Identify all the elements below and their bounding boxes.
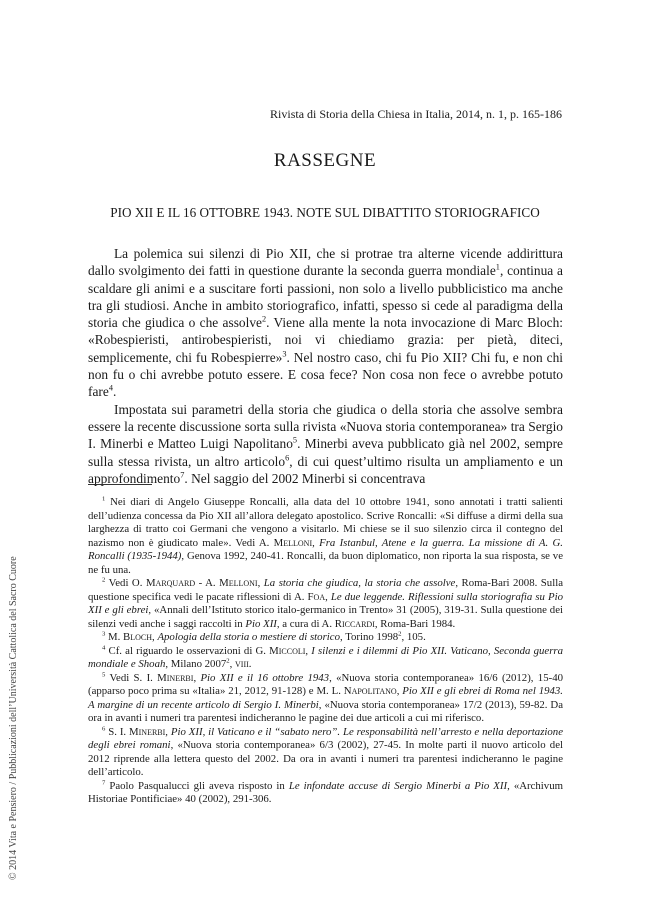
section-title: RASSEGNE (273, 150, 377, 171)
body-paragraph-2: Impostata sui parametri della storia che giudica o della storia che assolve sembra essere la recente discussione sorta sulla rivista «Nuova storia contemporanea» tra Sergio I. Minerbi e Matteo Luigi Napolitano$^5$. Minerbi aveva pubblicato già nel 2002, sempre sulla stessa rivista, un altro articolo$^6$, di cui quest’ultimo risulta un ampliamento e un approfondimento$^7$. Nel saggio del 2002 Minerbi si concentrava (88, 401, 563, 486)
footnote-separator (88, 484, 152, 485)
footnote-ref[interactable]: 1 (495, 262, 500, 272)
body-paragraph-1: La polemica sui silenzi di Pio XII, che si protrae tra alterne vicende addirittura dallo svolgimento dei fatti in questione durante la seconda guerra mondiale$^1$, continua a scaldare gli animi e a suscitare forti passioni, non solo a livello pubblicistico ma anche tra gli studiosi. Anche in ambito storiografico, infatti, spesso si cede al paradigma della storia che giudica o che assolve$^2$. Viene alla mente la nota invocazione di Marc Bloch: «Robespieristi, antirobespieristi, noi vi chiediamo grazia: per pietà, diteci, semplicemente, chi fu Robespierre»$^3$. Nel nostro caso, chi fu Pio XII? Chi fu, e non chi non fu o chi avrebbe potuto essere. E cosa fece? Non cosa non fece o avrebbe potuto fare$^4$. (88, 246, 564, 400)
footnote-2: $^2$ Vedi O. Marquard - A. Melloni, La storia che giudica, la storia che assolve, Roma-Bari 2008. Sulla questione specifica vedi le pacate riflessioni di A. Foa, Le due leggende. Riflessioni sulla storiografia su Pio XII e gli ebrei, «Annali dell’Istituto storico italo-germanico in Trento» 31 (2005), 319-31. Sulla questione dei silenzi vedi anche i saggi raccolti in Pio XII, a cura di A. Riccardi, Roma-Bari 1984. (88, 576, 563, 630)
footnote-ref[interactable]: 2 (261, 314, 267, 324)
footnote-6: $^6$ S. I. Minerbi, Pio XII, il Vaticano e il “sabato nero”. Le responsabilità nell’arresto e nella deportazione degli ebrei romani, «Nuova storia contemporanea» 6/3 (2002), 27-45. In molte parti il nuovo articolo del 2012 riprende alla lettera questo del 2002. Da ora in avanti i numeri tra parentesi indicheranno le pagine dell’articolo. (88, 724, 563, 778)
footnote-ref[interactable]: 4 (108, 383, 113, 393)
footnotes (88, 496, 563, 807)
footnote-5: $^5$ Vedi S. I. Minerbi, Pio XII e il 16 ottobre 1943, «Nuova storia contemporanea» 16/6 (2012), 15-40 (apparso poco prima su «Italia» 21, 2012, 91-128) e M. L. Napolitano, Pio XII e gli ebrei di Roma nel 1943. A margine di un recente articolo di Sergio I. Minerbi, «Nuova storia contemporanea» 17/2 (2013), 59-82. Da ora in avanti i numeri tra parentesi indicheranno le pagine dei due articoli a cui mi riferisco. (88, 670, 564, 724)
footnote-ref[interactable]: 7 (180, 470, 185, 480)
footnote-4: $^4$ Cf. al riguardo le osservazioni di G. Miccoli, I silenzi e i dilemmi di Pio XII. Vaticano, Seconda guerra mondiale e Shoah, Milano 2007$^2$, viii. (88, 643, 563, 670)
footnote-ref[interactable]: 5 (292, 435, 298, 445)
article-body (88, 245, 563, 487)
footnote-ref[interactable]: 3 (282, 349, 287, 359)
footnote-3: $^3$ M. Bloch, Apologia della storia o mestiere di storico, Torino 1998$^2$, 105. (102, 630, 426, 643)
footnote-ref[interactable]: 6 (285, 453, 290, 463)
article-title: PIO XII E IL 16 OTTOBRE 1943. NOTE SUL DIBATTITO STORIOGRAFICO (110, 205, 540, 220)
copyright-sidebar (8, 490, 28, 880)
copyright-text: © 2014 Vita e Pensiero / Pubblicazioni dell’Università Cattolica del Sacro Cuore (8, 556, 19, 880)
footnote-1: $^1$ Nei diari di Angelo Giuseppe Roncalli, alla data del 10 ottobre 1941, sono annotati i tratti salienti dell’udienza concessa da Pio XII all’allora delegato apostolico. Scrive Roncalli: «Si diffuse a dirmi della sua larghezza di tratto coi Germani che vengono a visitarlo. Mi chiese se il suo silenzio circa il contegno del nazismo non è giudicato male». Vedi A. Melloni, Fra Istanbul, Atene e la guerra. La missione di A. G. Roncalli (1935-1944), Genova 1992, 240-41. Roncalli, da buon diplomatico, non riporta la sua risposta, se ve ne fu una. (88, 495, 563, 576)
journal-reference: Rivista di Storia della Chiesa in Italia, 2014, n. 1, p. 165-186 (270, 107, 562, 121)
footnote-7: $^7$ Paolo Pasqualucci gli aveva risposto in Le infondate accuse di Sergio Minerbi a Pio XII, «Archivum Historiae Pontificiae» 40 (2002), 291-306. (88, 778, 564, 805)
